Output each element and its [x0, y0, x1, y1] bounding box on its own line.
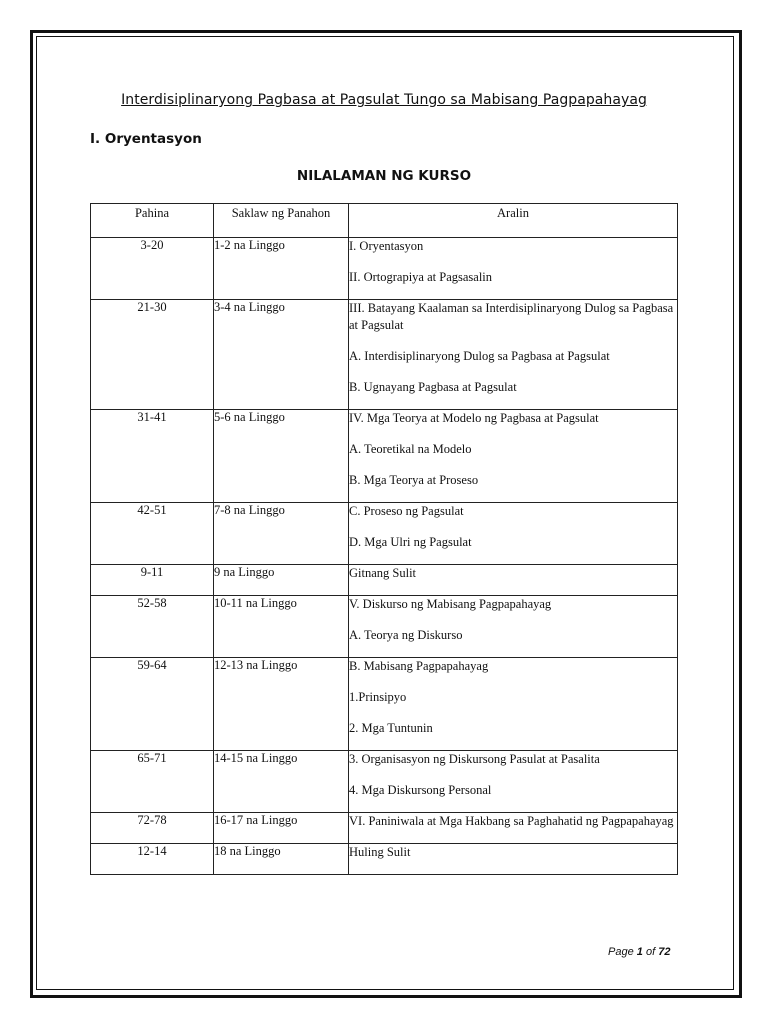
lesson-item: III. Batayang Kaalaman sa Interdisiplinaryong Dulog sa Pagbasa at Pagsulat: [349, 301, 674, 332]
lessons-cell: [349, 751, 678, 813]
column-header-lessons: Aralin: [349, 204, 678, 238]
lesson-item: B. Mga Teorya at Proseso: [349, 473, 479, 487]
lessons-cell: [349, 596, 678, 658]
lessons-cell: [349, 813, 678, 844]
lesson-item: A. Teoretikal na Modelo: [349, 442, 472, 456]
pages-cell: 9-11: [91, 565, 214, 596]
table-row: [91, 813, 678, 844]
of-label: of: [645, 946, 656, 958]
page-label: Page: [608, 946, 634, 958]
lessons-cell: [349, 410, 678, 503]
lesson-item: Huling Sulit: [349, 845, 411, 859]
lesson-item: V. Diskurso ng Mabisang Pagpapahayag: [349, 597, 552, 611]
period-cell: 5-6 na Linggo: [214, 410, 349, 503]
table-heading: NILALAMAN NG KURSO: [296, 168, 472, 184]
period-cell: 10-11 na Linggo: [214, 596, 349, 658]
table-row: [91, 751, 678, 813]
lesson-item: I. Oryentasyon: [349, 239, 424, 253]
page-number-footer: [608, 946, 670, 958]
lessons-cell: [349, 300, 678, 410]
column-header-pages: Pahina: [91, 204, 214, 238]
lesson-item: A. Teorya ng Diskurso: [349, 628, 463, 642]
table-row: [91, 300, 678, 410]
total-pages: 72: [658, 946, 671, 958]
lesson-item: VI. Paniniwala at Mga Hakbang sa Paghahatid ng Pagpapahayag: [349, 814, 674, 828]
lesson-item: Gitnang Sulit: [349, 566, 417, 580]
lesson-item: B. Ugnayang Pagbasa at Pagsulat: [349, 380, 517, 394]
section-heading: I. Oryentasyon: [90, 131, 202, 147]
period-cell: 7-8 na Linggo: [214, 503, 349, 565]
current-page: 1: [636, 946, 643, 958]
column-header-period: Saklaw ng Panahon: [214, 204, 349, 238]
table-row: [91, 658, 678, 751]
lesson-item: A. Interdisiplinaryong Dulog sa Pagbasa at Pagsulat: [349, 349, 610, 363]
period-cell: 1-2 na Linggo: [214, 238, 349, 300]
pages-cell: 52-58: [91, 596, 214, 658]
period-cell: 14-15 na Linggo: [214, 751, 349, 813]
period-cell: 18 na Linggo: [214, 844, 349, 875]
pages-cell: 21-30: [91, 300, 214, 410]
lessons-cell: [349, 565, 678, 596]
course-content-table: [90, 203, 678, 875]
table-row: [91, 844, 678, 875]
lesson-item: B. Mabisang Pagpapahayag: [349, 659, 489, 673]
table-header-row: [91, 204, 678, 238]
period-cell: 3-4 na Linggo: [214, 300, 349, 410]
lesson-item: 2. Mga Tuntunin: [349, 721, 433, 735]
lesson-item: 3. Organisasyon ng Diskursong Pasulat at Pasalita: [349, 752, 600, 766]
table-row: [91, 596, 678, 658]
lessons-cell: [349, 503, 678, 565]
period-cell: 16-17 na Linggo: [214, 813, 349, 844]
lesson-item: II. Ortograpiya at Pagsasalin: [349, 270, 493, 284]
pages-cell: 42-51: [91, 503, 214, 565]
pages-cell: 31-41: [91, 410, 214, 503]
lesson-item: C. Proseso ng Pagsulat: [349, 504, 464, 518]
lessons-cell: [349, 844, 678, 875]
lesson-item: D. Mga Ulri ng Pagsulat: [349, 535, 472, 549]
pages-cell: 12-14: [91, 844, 214, 875]
lesson-item: 1.Prinsipyo: [349, 690, 407, 704]
lessons-cell: [349, 658, 678, 751]
pages-cell: 3-20: [91, 238, 214, 300]
lesson-item: 4. Mga Diskursong Personal: [349, 783, 492, 797]
table-row: [91, 565, 678, 596]
lessons-cell: [349, 238, 678, 300]
period-cell: 9 na Linggo: [214, 565, 349, 596]
pages-cell: 59-64: [91, 658, 214, 751]
table-body: [91, 238, 678, 875]
table-row: [91, 410, 678, 503]
table-row: [91, 503, 678, 565]
period-cell: 12-13 na Linggo: [214, 658, 349, 751]
document-title: Interdisiplinaryong Pagbasa at Pagsulat Tungo sa Mabisang Pagpapahayag: [121, 92, 647, 108]
lesson-item: IV. Mga Teorya at Modelo ng Pagbasa at Pagsulat: [349, 411, 599, 425]
pages-cell: 72-78: [91, 813, 214, 844]
table-row: [91, 238, 678, 300]
pages-cell: 65-71: [91, 751, 214, 813]
